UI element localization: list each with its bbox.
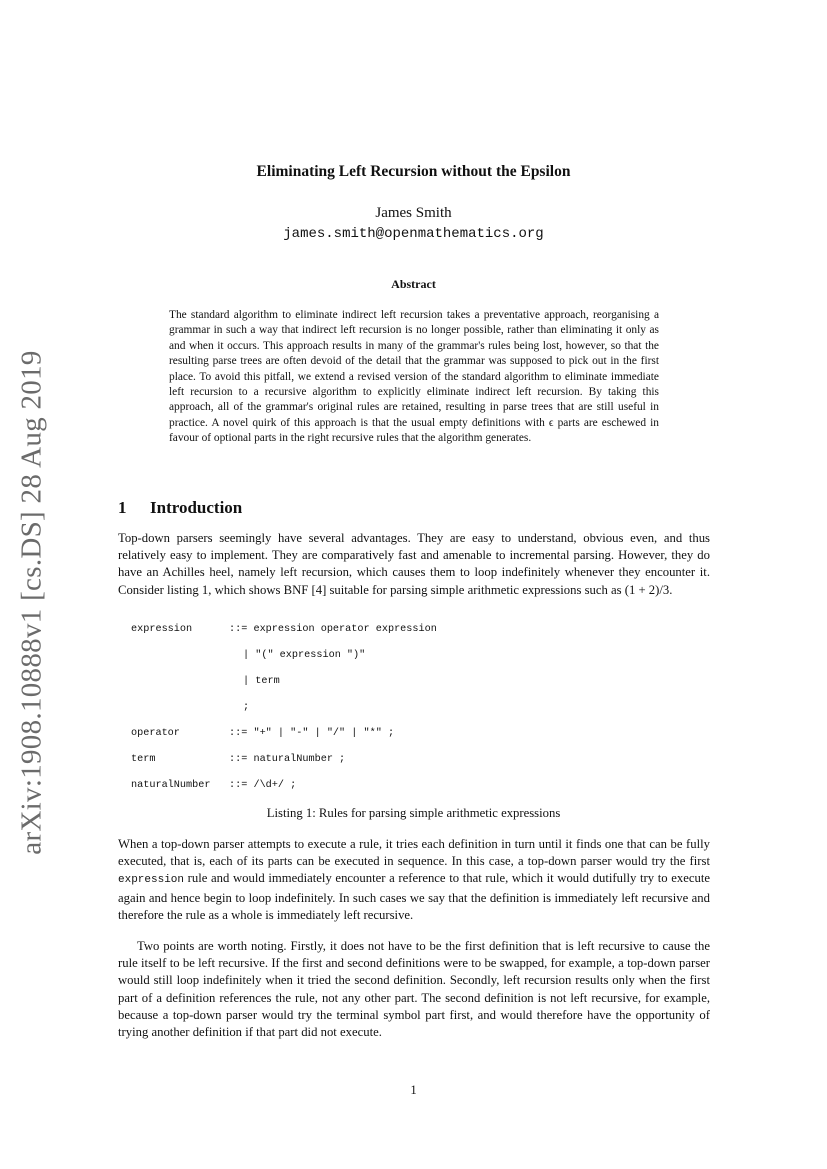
arxiv-identifier [10,350,55,855]
inline-code: expression [118,874,185,887]
author-name: James Smith [375,205,452,221]
section-heading [118,498,242,518]
code-rhs: ::= expression operator expression [229,624,437,635]
paragraph-text: rule and would immediately encounter a reference to that rule, which it would dutifully try to execute again and hence begin to loop indefinitely. In such cases we say that the definition is immediately left recursive and therefore the rule as a whole is immediately left recursive. [118,871,710,922]
code-rhs: ::= /\d+/ ; [229,780,297,791]
code-line [131,780,491,806]
code-listing [131,624,491,806]
arxiv-identifier-text: arXiv:1908.10888v1 [cs.DS] 28 Aug 2019 [16,350,48,855]
page-number: 1 [410,1083,417,1097]
code-line [131,676,491,702]
code-alternative: ; [243,702,250,713]
paragraph-two-points: Two points are worth noting. Firstly, it does not have to be the first definition that is left recursive to cause the rule itself to be left recursive. If the first and second definitions were to be swapped, for example, a top-down parser would still loop indefinitely when it tried the second definition. Secondly, left recursion results only when the first part of a definition references the rule, not any other part. The second definition is not left recursive, for example, because a top-down parser would try the terminal symbol part first, and would therefore have the opportunity of trying another definition if that part did not execute. [118,939,710,1040]
code-rhs: ::= naturalNumber ; [229,754,346,765]
code-lhs: term [131,754,156,765]
section-title: Introduction [150,498,243,517]
abstract-heading: Abstract [391,277,436,291]
paragraph-intro: Top-down parsers seemingly have several advantages. They are easy to understand, obvious even, and thus relatively easy to implement. They are comparatively fast and amenable to incremental parsing. However, they do have an Achilles heel, namely left recursion, which causes them to loop indefinitely whenever they encounter it. Consider listing 1, which shows BNF [4] suitable for parsing simple arithmetic expressions such as (1 + 2)/3. [118,531,710,597]
paper-title: Eliminating Left Recursion without the Epsilon [256,163,571,180]
code-line [131,754,491,780]
abstract-text: The standard algorithm to eliminate indirect left recursion takes a preventative approach, reorganising a grammar in such a way that indirect left recursion is no longer possible, rather than eliminating it only as and when it occurs. This approach results in many of the grammar's rules being lost, however, so that the resulting parse trees are often devoid of the detail that the grammar was supposed to pick out in the first place. To avoid this pitfall, we extend a revised version of the standard algorithm to eliminate immediate left recursion to a recursive algorithm to explicitly eliminate indirect left recursion. By taking this approach, all of the grammar's original rules are retained, resulting in parse trees that are still useful in practice. A novel quirk of this approach is that the usual empty definitions with ϵ parts are eschewed in favour of optional parts in the right recursive rules that the algorithm generates. [169,309,659,445]
paragraph-text: When a top-down parser attempts to execute a rule, it tries each definition in turn until it finds one that can be fully executed, that is, each of its parts can be executed in sequence. In this case, a top-down parser would try the first [118,837,710,869]
paragraph-left-recursion [118,836,710,924]
author-email: james.smith@openmathematics.org [283,226,544,242]
code-lhs: operator [131,728,180,739]
code-line [131,650,491,676]
code-line [131,624,491,650]
code-line [131,728,491,754]
section-number: 1 [118,498,127,517]
code-alternative: | "(" expression ")" [243,650,366,661]
listing-caption: Listing 1: Rules for parsing simple arithmetic expressions [266,806,561,820]
code-alternative: | term [243,676,280,687]
code-rhs: ::= "+" | "-" | "/" | "*" ; [229,728,395,739]
code-lhs: naturalNumber [131,780,211,791]
code-line [131,702,491,728]
code-lhs: expression [131,624,193,635]
